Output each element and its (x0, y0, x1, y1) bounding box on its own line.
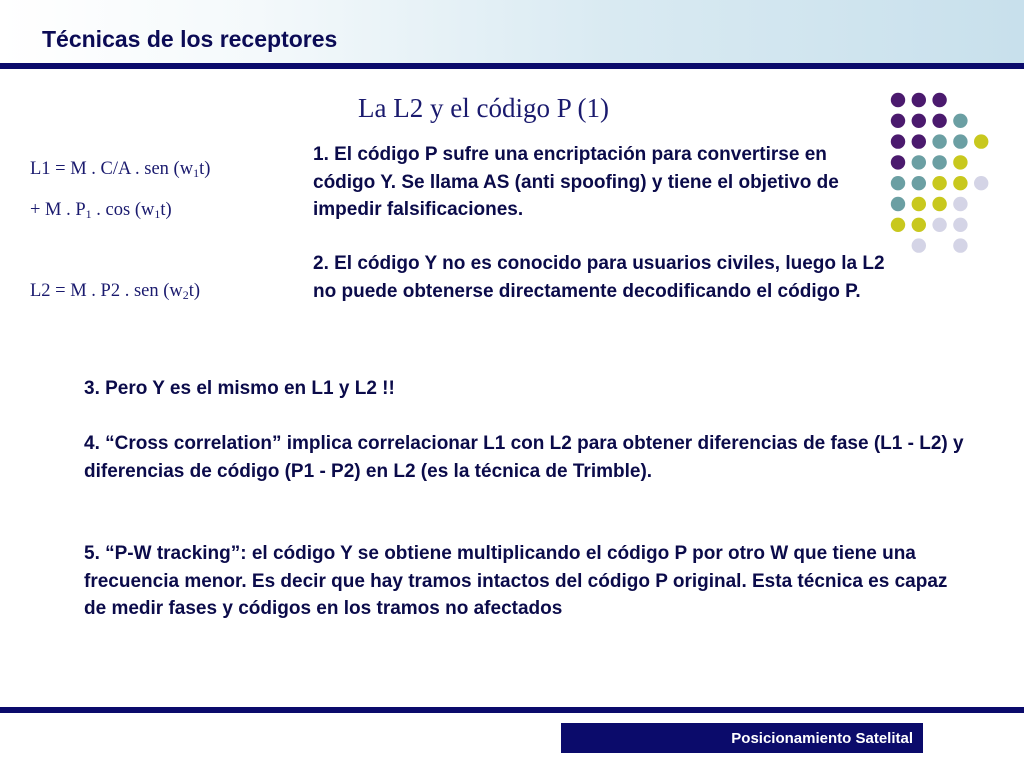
header-rule (0, 63, 1024, 69)
dot-teal (953, 134, 967, 148)
dot-teal (891, 197, 905, 211)
point-4: 4. “Cross correlation” implica correlacionar L1 con L2 para obtener diferencias de fase (L1 - L2) y diferencias de código (P1 - P2) en L2 (es la técnica de Trimble). (84, 433, 964, 482)
dot-purple (891, 93, 905, 107)
dot-teal (932, 134, 946, 148)
dot-purple (891, 134, 905, 148)
dot-purple (891, 155, 905, 169)
dot-purple (912, 93, 926, 107)
slide-title: La L2 y el código P (1) (358, 93, 609, 123)
dot-purple (932, 93, 946, 107)
dot-yellow (912, 218, 926, 232)
dot-yellow (912, 197, 926, 211)
formula-l1-line2: + M . $P_1$ . $\cos (w_1t)$ (30, 200, 172, 221)
dot-teal (912, 176, 926, 190)
dot-purple (912, 114, 926, 128)
dot-yellow (953, 176, 967, 190)
dot-yellow (932, 176, 946, 190)
dot-yellow (891, 218, 905, 232)
dot-yellow (953, 155, 967, 169)
dot-yellow (974, 134, 988, 148)
dot-yellow (932, 197, 946, 211)
dot-lavender (953, 238, 967, 252)
dot-lavender (953, 197, 967, 211)
formula-l2: L2 = M . P2 . sen $(w_2t)$ (30, 281, 201, 302)
dot-purple (912, 134, 926, 148)
dot-teal (932, 155, 946, 169)
formula-l1-line1: L1 = M . C/A . sen $(w_1t)$ (30, 159, 211, 180)
dot-lavender (953, 218, 967, 232)
point-5: 5. “P-W tracking”: el código Y se obtiene multiplicando el código P por otro W que tiene una frecuencia menor. Es decir que hay tramos intactos del código P original. Esta técnica es capaz de medir fases y códigos en los tramos no afectados (84, 543, 948, 619)
dot-lavender (932, 218, 946, 232)
point-3: 3. Pero Y es el mismo en L1 y L2 !! (84, 378, 395, 399)
point-1: 1. El código P sufre una encriptación para convertirse en código Y. Se llama AS (anti spoofing) y tiene el objetivo de impedir falsificaciones. (313, 144, 839, 220)
dot-purple (932, 114, 946, 128)
header-title: Técnicas de los receptores (42, 26, 338, 52)
dot-purple (891, 114, 905, 128)
footer-label-text: Posicionamiento Satelital (731, 729, 913, 747)
point-2: 2. El código Y no es conocido para usuarios civiles, luego la L2 no puede obtenerse directamente decodificando el código P. (313, 253, 885, 302)
dot-teal (891, 176, 905, 190)
dot-lavender (912, 238, 926, 252)
dot-teal (912, 155, 926, 169)
footer-label (561, 723, 923, 753)
footer-rule (0, 707, 1024, 713)
dot-teal (953, 114, 967, 128)
dot-lavender (974, 176, 988, 190)
